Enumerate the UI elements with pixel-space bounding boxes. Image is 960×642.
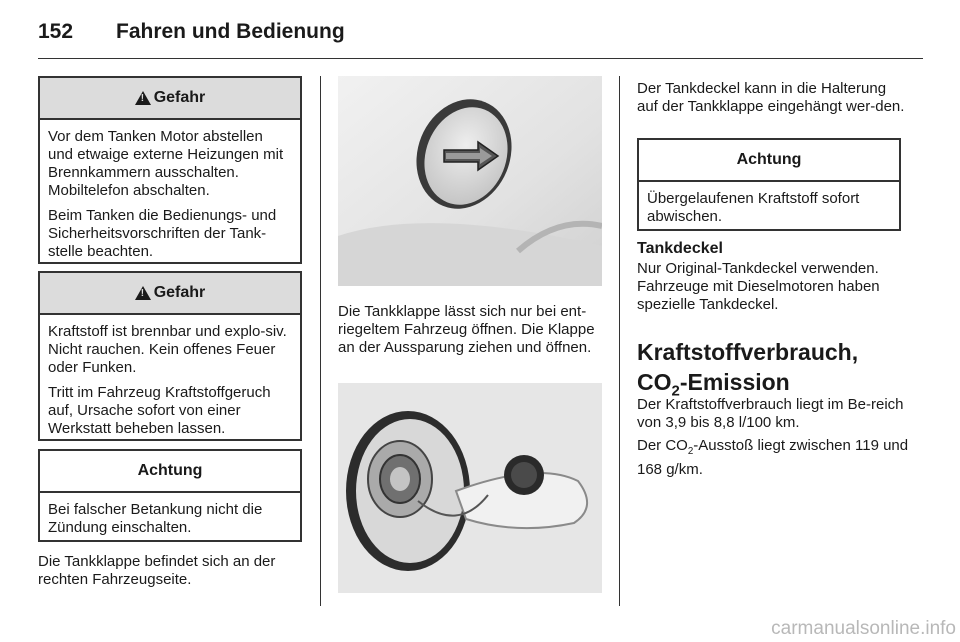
page-number: 152 (38, 20, 74, 43)
fuel-flap-closed-illustration (338, 76, 602, 286)
page-header (38, 18, 923, 59)
danger-box-header (40, 273, 300, 315)
danger-box-body (40, 315, 300, 446)
tank-cap-heading: Tankdeckel (637, 240, 723, 257)
danger-title: Gefahr (153, 284, 206, 301)
danger-title: Gefahr (153, 89, 206, 106)
danger-text: Beim Tanken die Bedienungs- und Sicherheitsvorschriften der Tank-stelle beachten. (48, 207, 277, 260)
tank-cap-paragraph: Nur Original-Tankdeckel verwenden. Fahrzeuge mit Dieselmotoren haben spezielle Tankdeckel. (637, 260, 880, 313)
warning-triangle-icon (135, 91, 151, 105)
watermark: carmanualsonline.info (771, 618, 956, 639)
fuel-flap-open-illustration (338, 383, 602, 593)
caution-title: Achtung (137, 462, 203, 479)
caution-title: Achtung (736, 151, 802, 168)
caution-box-header (639, 140, 899, 182)
fuel-flap-open-paragraph: Die Tankklappe lässt sich nur bei ent-riegeltem Fahrzeug öffnen. Die Klappe an der Aussparung ziehen und öffnen. (338, 303, 595, 356)
warning-triangle-icon (135, 286, 151, 300)
tank-cap-holder-paragraph: Der Tankdeckel kann in die Halterung auf der Tankklappe eingehängt wer-den. (637, 80, 905, 115)
fuel-consumption-paragraph: Der Kraftstoffverbrauch liegt im Be-reich von 3,9 bis 8,8 l/100 km. (637, 396, 904, 431)
caution-box-body (639, 182, 899, 234)
fuel-flap-location-paragraph: Die Tankklappe befindet sich an der rechten Fahrzeugseite. (38, 553, 276, 588)
danger-box-header (40, 78, 300, 120)
danger-box-2 (38, 271, 302, 441)
danger-box-1 (38, 76, 302, 264)
fuel-consumption-heading: Kraftstoffverbrauch, $CO_2$-Emission (637, 339, 859, 400)
column-divider-right (619, 76, 620, 606)
caution-text: Übergelaufenen Kraftstoff sofort abwischen. (647, 190, 860, 225)
section-title: Fahren und Bedienung (116, 20, 345, 43)
caution-text: Bei falscher Betankung nicht die Zündung einschalten. (48, 501, 263, 536)
caution-box-left (38, 449, 302, 542)
column-divider-left (320, 76, 321, 606)
danger-text: Vor dem Tanken Motor abstellen und etwaige externe Heizungen mit Brennkammern ausschalten. Mobiltelefon abschalten. (48, 128, 284, 199)
co2-emission-paragraph: Der $CO_2$-Ausstoß liegt zwischen 119 und 168 g/km. (637, 437, 909, 478)
caution-box-body (40, 493, 300, 545)
caution-box-right (637, 138, 901, 231)
danger-text: Kraftstoff ist brennbar und explo-siv. Nicht rauchen. Kein offenes Feuer oder Funken. (48, 323, 287, 376)
danger-text: Tritt im Fahrzeug Kraftstoffgeruch auf, Ursache sofort von einer Werkstatt beheben lassen. (48, 384, 271, 437)
danger-box-body (40, 120, 300, 269)
caution-box-header (40, 451, 300, 493)
